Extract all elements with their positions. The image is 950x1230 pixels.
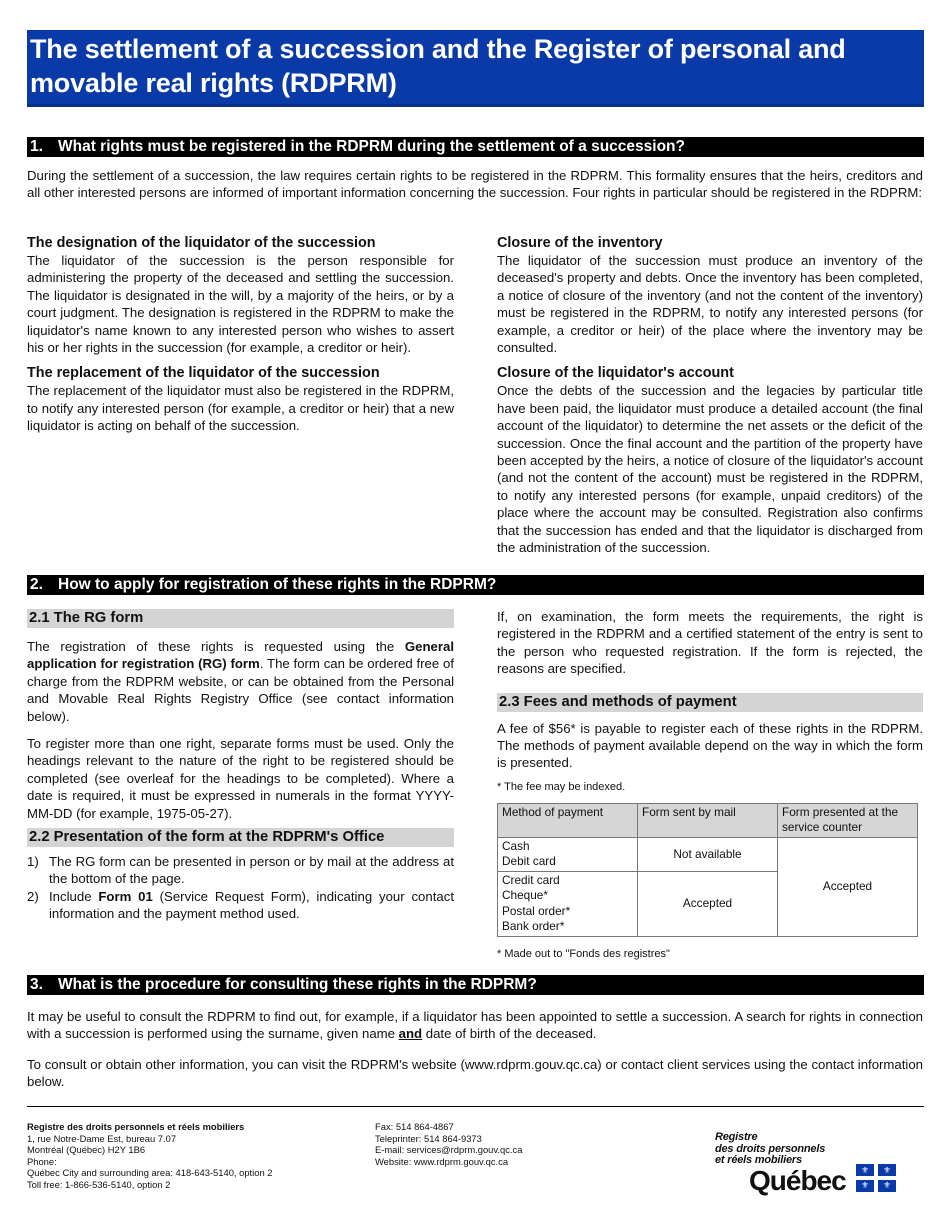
section-3-number: 3. (30, 976, 43, 993)
row-2-methods (498, 871, 638, 936)
header-mail: Form sent by mail (638, 803, 778, 837)
step-1-text: The RG form can be presented in person or by mail at the address at the bottom of the page. (49, 854, 454, 887)
rg-form-text-b: . The form can be ordered free of charge from the RDPRM website, or can be obtained from the Personal and Movable Real Rights Registry Office (see contact information below). (27, 656, 455, 724)
fleurdelise-flag-icon: ⚜ ⚜ ⚜ ⚜ (856, 1164, 896, 1192)
row-1-methods (498, 837, 638, 871)
subsection-2-2-title: 2.2 Presentation of the form at the RDPRM's Office (27, 828, 454, 847)
step-2-number: 2) (27, 888, 39, 904)
inventory-title: Closure of the inventory (497, 235, 663, 251)
row-1-mail: Not available (638, 837, 778, 871)
table-header-row (498, 803, 918, 837)
consult-and: and (398, 1026, 423, 1042)
title-banner (27, 30, 924, 107)
footer-fax: Fax: 514 864-4867 (375, 1121, 454, 1132)
section-1-heading (27, 137, 924, 157)
section-1-left-column (27, 235, 454, 435)
footer-org-name: Registre des droits personnels et réels mobiliers (27, 1121, 245, 1132)
logo-line-2: des droits personnels (715, 1142, 826, 1155)
designation-title: The designation of the liquidator of the succession (27, 235, 376, 251)
presentation-step-2 (27, 888, 454, 923)
rg-form-name: General application for registration (RG) form (27, 639, 454, 672)
examination-paragraph: If, on examination, the form meets the requirements, the right is registered in the RDPRM and a certified statement of the entry is sent to the person who requested registration. If the form is rejected, the reasons are specified. (497, 609, 923, 677)
row-2-mail: Accepted (638, 871, 778, 936)
fee-note: * The fee may be indexed. (497, 780, 626, 793)
step-2-text-b: (Service Request Form), indicating your contact information and the payment method used. (49, 888, 454, 922)
footer-address-block (27, 1121, 347, 1191)
section-2-left-column (27, 609, 454, 923)
document-title: The settlement of a succession and the Register of personal and movable real rights (RDPRM) (30, 34, 846, 98)
rg-form-paragraph-1 (27, 638, 454, 725)
rg-form-text-a: The registration of these rights is requested using the (27, 639, 405, 654)
form-01-name: Form 01 (98, 888, 153, 904)
section-3-heading (27, 975, 924, 995)
method-bank-order: Bank order* (502, 919, 565, 934)
logo-quebec-wordmark: Québec (749, 1165, 846, 1196)
header-method: Method of payment (498, 803, 638, 837)
quebec-logo (715, 1132, 924, 1202)
footer-address-line-1: 1, rue Notre-Dame Est, bureau 7.07 (27, 1132, 177, 1144)
section-1-intro: During the settlement of a succession, the law requires certain rights to be registered in the RDPRM. This formality ensures that the heirs, creditors and all other interested persons are informed of important information concerning the succession. Four rights in particular should be registered in the RDPRM: (27, 168, 923, 201)
step-2-text-a: Include (49, 888, 99, 904)
designation-text: The liquidator of the succession is the person responsible for administering the property of the deceased and settling the succession. The liquidator is designated in the will, by a majority of the heirs, or by a court judgment. The designation is registered in the RDPRM to make the liquidator's name known to any interested person who wishes to assert his or her rights in the succession (for example, a creditor or heir). (27, 253, 454, 356)
fees-paragraph: A fee of $56* is payable to register each of these rights in the RDPRM. The methods of payment available depend on the way in which the form is presented. (497, 720, 923, 771)
subsection-2-3-title: 2.3 Fees and methods of payment (497, 693, 923, 712)
section-1-title: What rights must be registered in the RDPRM during the settlement of a succession? (58, 138, 685, 155)
account-text: Once the debts of the succession and the legacies by particular title have been paid, the liquidator must produce a detailed account (the final account of the liquidator) to determine the net assets or the deficit of the succession. Once the final account and the partition of the property have been accepted by the heirs, a notice of closure of the liquidator's account (and not the content of the account) must be registered in the RDPRM, to notify any interested persons (for example, unpaid creditors) of the place where the account may be consulted. Registration also confirms that the succession has ended and that the liquidator is discharged from the administration of the succession. (497, 383, 923, 556)
rg-form-paragraph-2: To register more than one right, separate forms must be used. Only the headings relevant to the nature of the right to be registered should be completed (see overleaf for the headings to be completed). Where a date is required, it must be expressed in numerals in the format YYYY-MM-DD (for example, 1975-05-27). (27, 736, 454, 821)
inventory-text: The liquidator of the succession must produce an inventory of the deceased's property and debts. Once the inventory has been completed, a notice of closure of the inventory (and not the content of the inventory) must be registered in the RDPRM, to notify any interested persons (for example, a creditor or heir) of the place where the inventory may be consulted. (497, 253, 923, 356)
consult-paragraph-2: To consult or obtain other information, you can visit the RDPRM's website (www.rdprm.gouv.qc.ca) or contact client services using the contact information below. (27, 1057, 923, 1090)
footer-phone-local: Québec City and surrounding area: 418-643-5140, option 2 (27, 1167, 273, 1179)
footer-phone-label: Phone: (27, 1155, 57, 1167)
counter-status: Accepted (778, 837, 918, 936)
consult-text-a: It may be useful to consult the RDPRM to find out, for example, if a liquidator has been appointed to settle a succession. A search for rights in connection with a succession is performed using the surname, given name (27, 1009, 923, 1042)
footer (27, 1106, 924, 1196)
presentation-steps (27, 853, 454, 923)
method-debit-card: Debit card (502, 854, 556, 869)
section-2-heading (27, 575, 924, 595)
account-title: Closure of the liquidator's account (497, 365, 734, 382)
method-cash: Cash (502, 838, 530, 853)
step-1-number: 1) (27, 854, 39, 870)
replacement-title: The replacement of the liquidator of the succession (27, 365, 380, 382)
logo-line-1: Registre (715, 1131, 758, 1143)
footer-phone-tollfree: Toll free: 1-866-536-5140, option 2 (27, 1178, 171, 1190)
section-3-title: What is the procedure for consulting these rights in the RDPRM? (58, 976, 537, 993)
footer-contact-block (375, 1121, 615, 1167)
table-note: * Made out to "Fonds des registres" (497, 947, 670, 960)
consult-text-b: date of birth of the deceased. (422, 1026, 597, 1042)
logo-registry-name (715, 1132, 825, 1167)
consult-paragraph-1 (27, 1008, 923, 1043)
footer-teleprinter: Teleprinter: 514 864-9373 (375, 1132, 482, 1144)
method-cheque: Cheque* (502, 888, 548, 903)
section-1-number: 1. (30, 138, 43, 155)
method-postal-order: Postal order* (502, 903, 571, 918)
section-2-number: 2. (30, 576, 43, 593)
section-1-right-column (497, 235, 923, 557)
presentation-step-1 (27, 853, 454, 888)
method-credit-card: Credit card (502, 872, 560, 887)
subsection-2-1-title: 2.1 The RG form (27, 609, 454, 628)
table-row (498, 837, 918, 871)
footer-website[interactable]: Website: www.rdprm.gouv.qc.ca (375, 1155, 509, 1167)
replacement-text: The replacement of the liquidator must also be registered in the RDPRM, to notify any interested person (for example, a creditor or heir) that a new liquidator is acting on behalf of the succession. (27, 383, 454, 434)
header-counter: Form presented at the service counter (778, 803, 918, 837)
section-2-right-column (497, 608, 923, 961)
footer-email[interactable]: E-mail: services@rdprm.gouv.qc.ca (375, 1144, 523, 1156)
document-page (27, 30, 924, 1090)
logo-line-3: et réels mobiliers (715, 1154, 802, 1167)
footer-address-line-2: Montréal (Québec) H2Y 1B6 (27, 1144, 146, 1156)
section-2-title: How to apply for registration of these rights in the RDPRM? (58, 576, 497, 593)
payment-methods-table (497, 803, 918, 937)
